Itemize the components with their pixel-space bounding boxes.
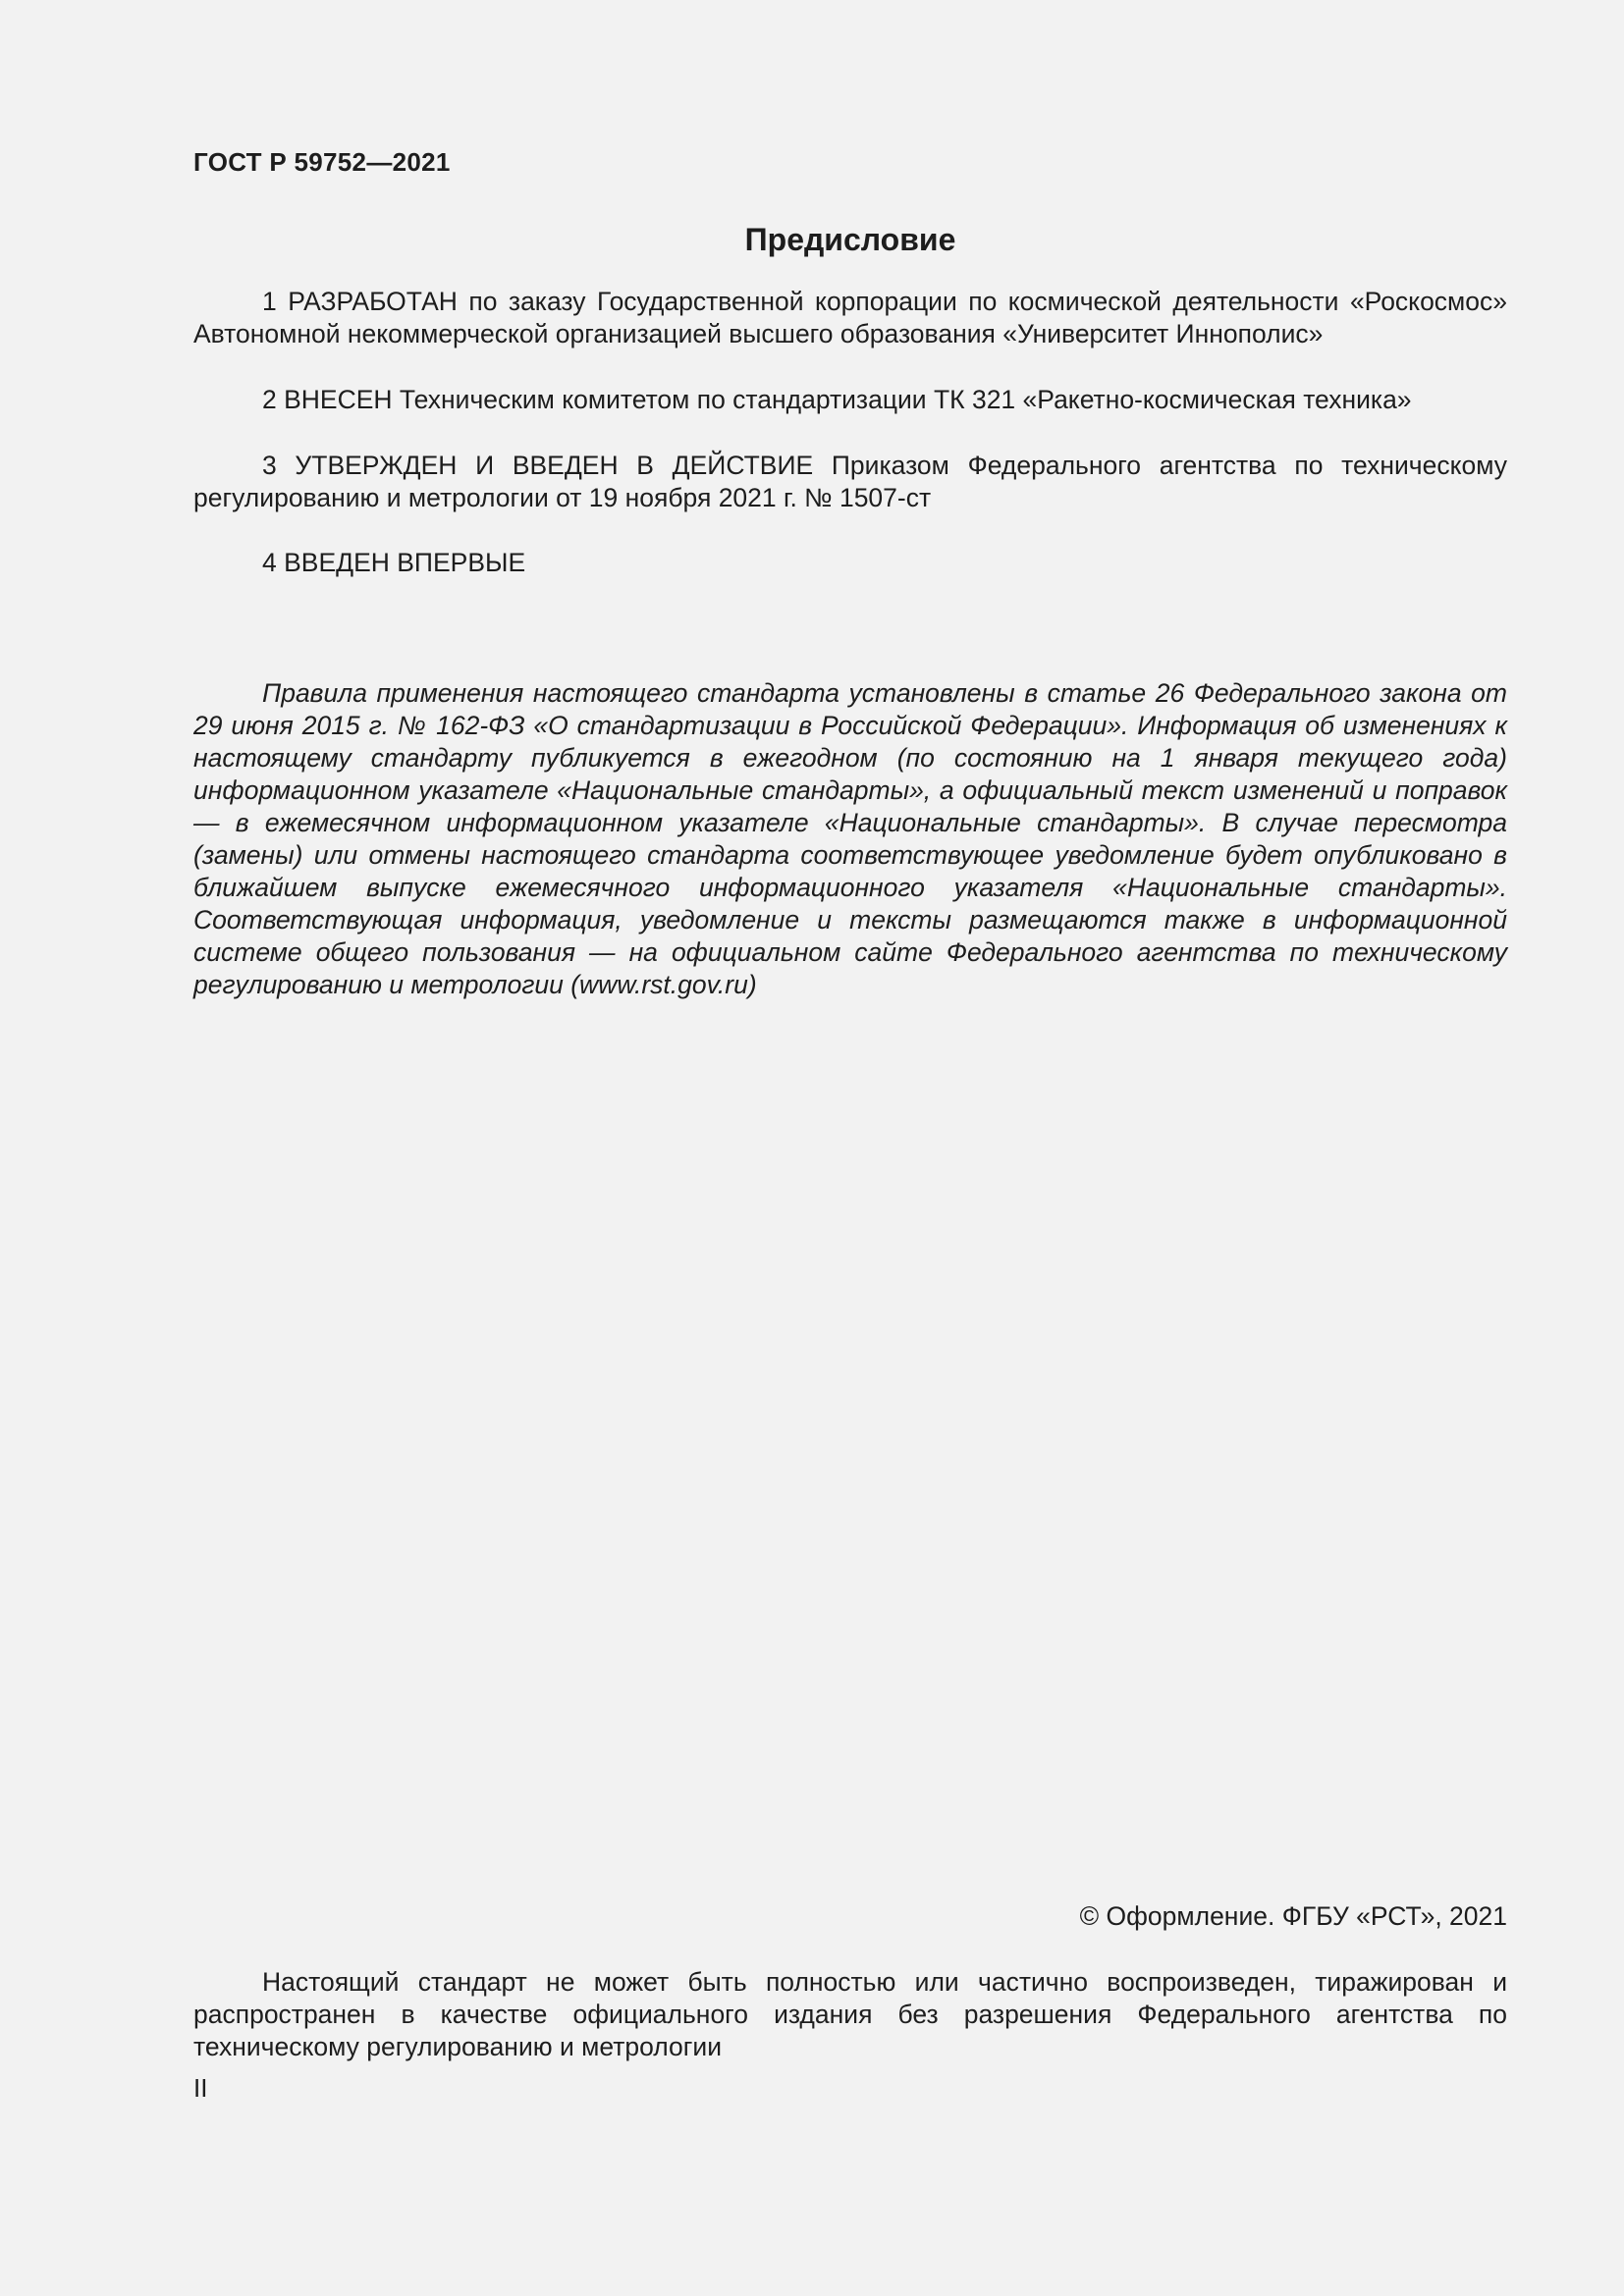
standard-code-header: ГОСТ Р 59752—2021 bbox=[193, 147, 451, 177]
reproduction-notice: Настоящий стандарт не может быть полностью или частично воспроизведен, тиражирован и распространен в качестве официального издания без разрешения Федерального агентства по техническому регулированию и метрологии bbox=[193, 1967, 1507, 2061]
application-rules-paragraph: Правила применения настоящего стандарта установлены в статье 26 Федерального закона от 29 июня 2015 г. № 162-ФЗ «О стандартизации в Российской Федерации». Информация об изменениях к настоящему стандарту публикуется в ежегодном (по состоянию на 1 января текущего года) информационном указателе «Национальные стандарты», а официальный текст изменений и поправок — в ежемесячном информационном указателе «Национальные стандарты». В случае пересмотра (замены) или отмены настоящего стандарта соответствующее уведомление будет опубликовано в ближайшем выпуске ежемесячного информационного указателя «Национальные стандарты». Соответствующая информация, уведомление и тексты размещаются также в информационной системе общего пользования — на официальном сайте Федерального агентства по техническому регулированию и метрологии (www.rst.gov.ru) bbox=[193, 678, 1507, 999]
preface-item-introduced: 2 ВНЕСЕН Техническим комитетом по стандартизации ТК 321 «Ракетно-космическая техника» bbox=[262, 385, 1412, 414]
page-number: II bbox=[193, 2073, 208, 2103]
preface-item-developed: 1 РАЗРАБОТАН по заказу Государственной корпорации по космической деятельности «Роскосмос» Автономной некоммерческой организацией высшего образования «Университет Иннополис» bbox=[193, 287, 1507, 348]
preface-item-approved: 3 УТВЕРЖДЕН И ВВЕДЕН В ДЕЙСТВИЕ Приказом Федерального агентства по техническому регулированию и метрологии от 19 ноября 2021 г. № 1507-ст bbox=[193, 451, 1507, 512]
preface-title: Предисловие bbox=[744, 222, 956, 257]
preface-item-first-introduced: 4 ВВЕДЕН ВПЕРВЫЕ bbox=[262, 548, 526, 577]
copyright-line: © Оформление. ФГБУ «РСТ», 2021 bbox=[1079, 1901, 1507, 1931]
